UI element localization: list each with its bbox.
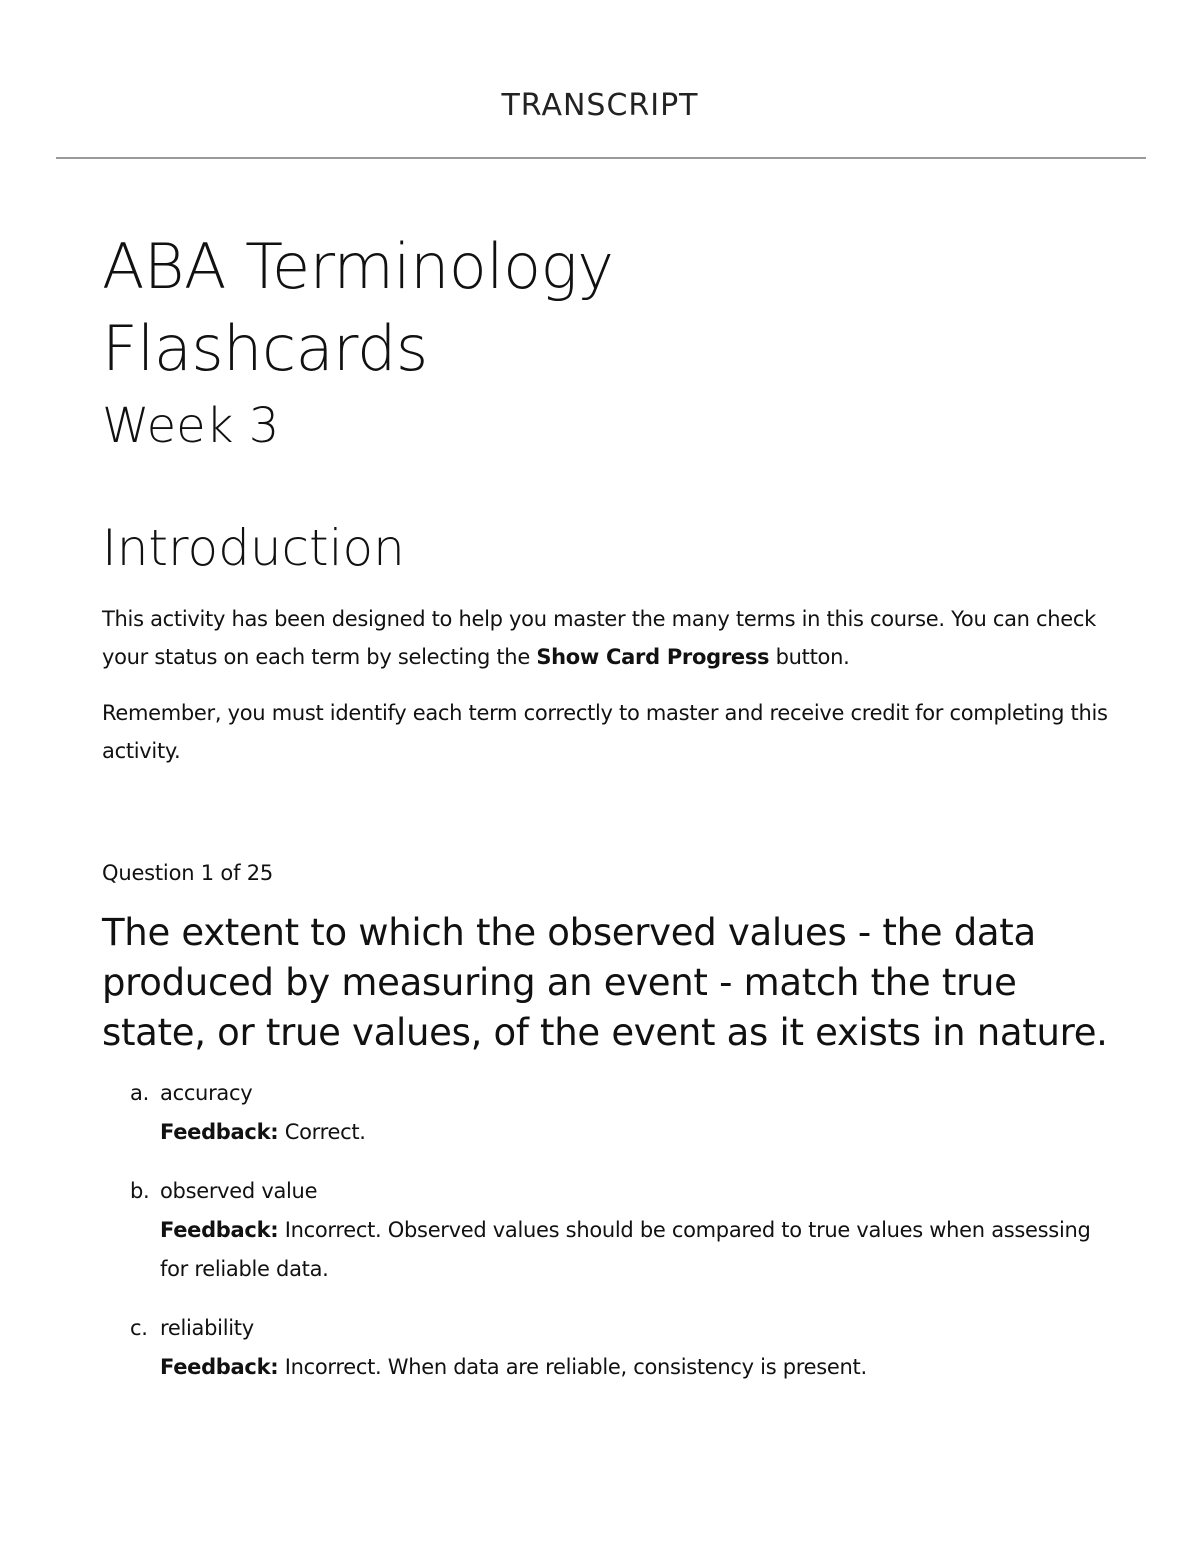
- option-feedback: [160, 1113, 1112, 1152]
- option-letter: b.: [130, 1179, 150, 1203]
- introduction-heading: Introduction: [102, 519, 405, 577]
- option-feedback: [160, 1348, 1112, 1387]
- feedback-label: Feedback:: [160, 1120, 279, 1144]
- question-prompt: The extent to which the observed values - the data produced by measuring an event - match the true state, or true values, of the event as it exists in nature.: [102, 911, 1108, 1054]
- option-text: observed value: [160, 1179, 318, 1203]
- intro-paragraph-1-text-b: button.: [769, 645, 850, 669]
- intro-paragraph-2: Remember, you must identify each term correctly to master and receive credit for completing this activity.: [102, 701, 1108, 763]
- option-letter: c.: [130, 1316, 148, 1340]
- feedback-text: Incorrect. Observed values should be compared to true values when assessing for reliable data.: [160, 1218, 1091, 1281]
- answer-option-b: [130, 1172, 1112, 1289]
- show-card-progress-term: Show Card Progress: [536, 645, 770, 669]
- option-text: reliability: [160, 1316, 254, 1340]
- page-subtitle: Week 3: [102, 398, 280, 454]
- intro-paragraph-1-text-a: This activity has been designed to help you master the many terms in this course. You can check your status on each term by selecting the: [102, 607, 1097, 669]
- page-title: [102, 226, 1112, 390]
- feedback-label: Feedback:: [160, 1218, 279, 1242]
- answer-option-a: [130, 1074, 1112, 1152]
- option-text: accuracy: [160, 1081, 253, 1105]
- feedback-text: Incorrect. When data are reliable, consistency is present.: [278, 1355, 867, 1379]
- title-line-1: ABA Terminology: [102, 230, 614, 303]
- intro-paragraph-1: [102, 600, 1112, 676]
- transcript-header: TRANSCRIPT: [501, 88, 699, 123]
- answer-options: [102, 1074, 1112, 1387]
- document-body: [102, 226, 1112, 1407]
- feedback-label: Feedback:: [160, 1355, 279, 1379]
- title-line-2: Flashcards: [102, 312, 428, 385]
- option-feedback: [160, 1211, 1112, 1289]
- feedback-text: Correct.: [278, 1120, 366, 1144]
- answer-option-c: [130, 1309, 1112, 1387]
- question-counter: Question 1 of 25: [102, 861, 274, 885]
- option-letter: a.: [130, 1081, 149, 1105]
- header-divider: [56, 157, 1146, 159]
